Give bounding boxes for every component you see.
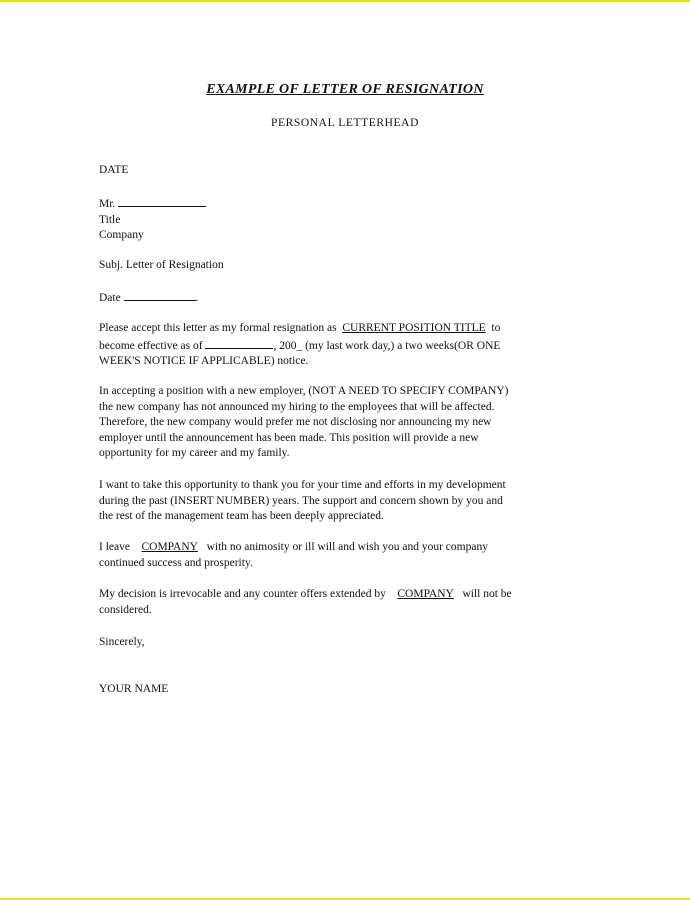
paragraph-1 [99,321,594,370]
signature-block [99,682,594,698]
recipient-company: Company [99,229,144,241]
signature-name: YOUR NAME [99,683,169,695]
position-placeholder: CURRENT POSITION TITLE [342,322,486,334]
paragraph-2 [99,384,594,462]
letter-title: EXAMPLE OF LETTER OF RESIGNATION [206,82,484,97]
subject-block [99,258,594,274]
recipient-title: Title [99,213,121,226]
recipient-prefix: Mr. [99,198,116,210]
para4-text-after: with no animosity or ill will and wish you and your company [206,541,488,553]
para4-text: I leave [99,541,130,553]
date-heading [99,163,594,179]
recipient-name-line [99,195,594,213]
para2-line3: Therefore, the new company would prefer me not disclosing nor announcing my new [99,416,492,428]
para2-line2: the new company has not announced my hiring to the employees that will be affected. [99,400,495,413]
para1-effective: become effective as of [99,339,203,352]
effective-date-blank [205,337,273,349]
para1-text: Please accept this letter as my formal resignation as [99,322,337,334]
date-label: DATE [99,164,129,176]
para4-line2: continued success and prosperity. [99,556,253,569]
para1-text-after: to [491,322,501,334]
paragraph-3 [99,478,594,525]
para5-line2: considered. [99,603,152,616]
letterhead-label: PERSONAL LETTERHEAD [270,117,419,129]
date-line-blank [124,289,196,301]
recipient-block [99,195,594,244]
para1-year: , 200_ [273,339,303,352]
para1-notice: (my last work day,) a two weeks(OR ONE [305,339,501,352]
para2-line4: employer until the announcement has been made. This position will provide a new [99,431,479,444]
date-line-prefix: Date [99,292,121,304]
date-line-suffix: . [195,292,199,304]
para3-line1: I want to take this opportunity to thank you for your time and efforts in my development [99,479,506,491]
para1-line3: WEEK'S NOTICE IF APPLICABLE) notice. [99,355,309,367]
date-line [99,289,594,307]
closing: Sincerely, [99,636,145,648]
para2-line5: opportunity for my career and my family. [99,447,290,459]
company-placeholder-2: COMPANY [397,588,454,600]
subject-line: Subj. Letter of Resignation [99,259,224,271]
closing-block [99,635,594,651]
recipient-name-blank [118,195,206,207]
paragraph-5 [99,587,594,618]
para3-line2: during the past (INSERT NUMBER) years. The support and concern shown by you and [99,494,503,507]
para2-line1: In accepting a position with a new employer, (NOT A NEED TO SPECIFY COMPANY) [99,385,509,397]
date-line-block [99,289,594,307]
company-placeholder: COMPANY [141,541,198,553]
paragraph-4 [99,540,594,571]
para3-line3: the rest of the management team has been deeply appreciated. [99,510,384,522]
para5-text-after: will not be [462,588,512,600]
para5-text: My decision is irrevocable and any counter offers extended by [99,588,386,600]
